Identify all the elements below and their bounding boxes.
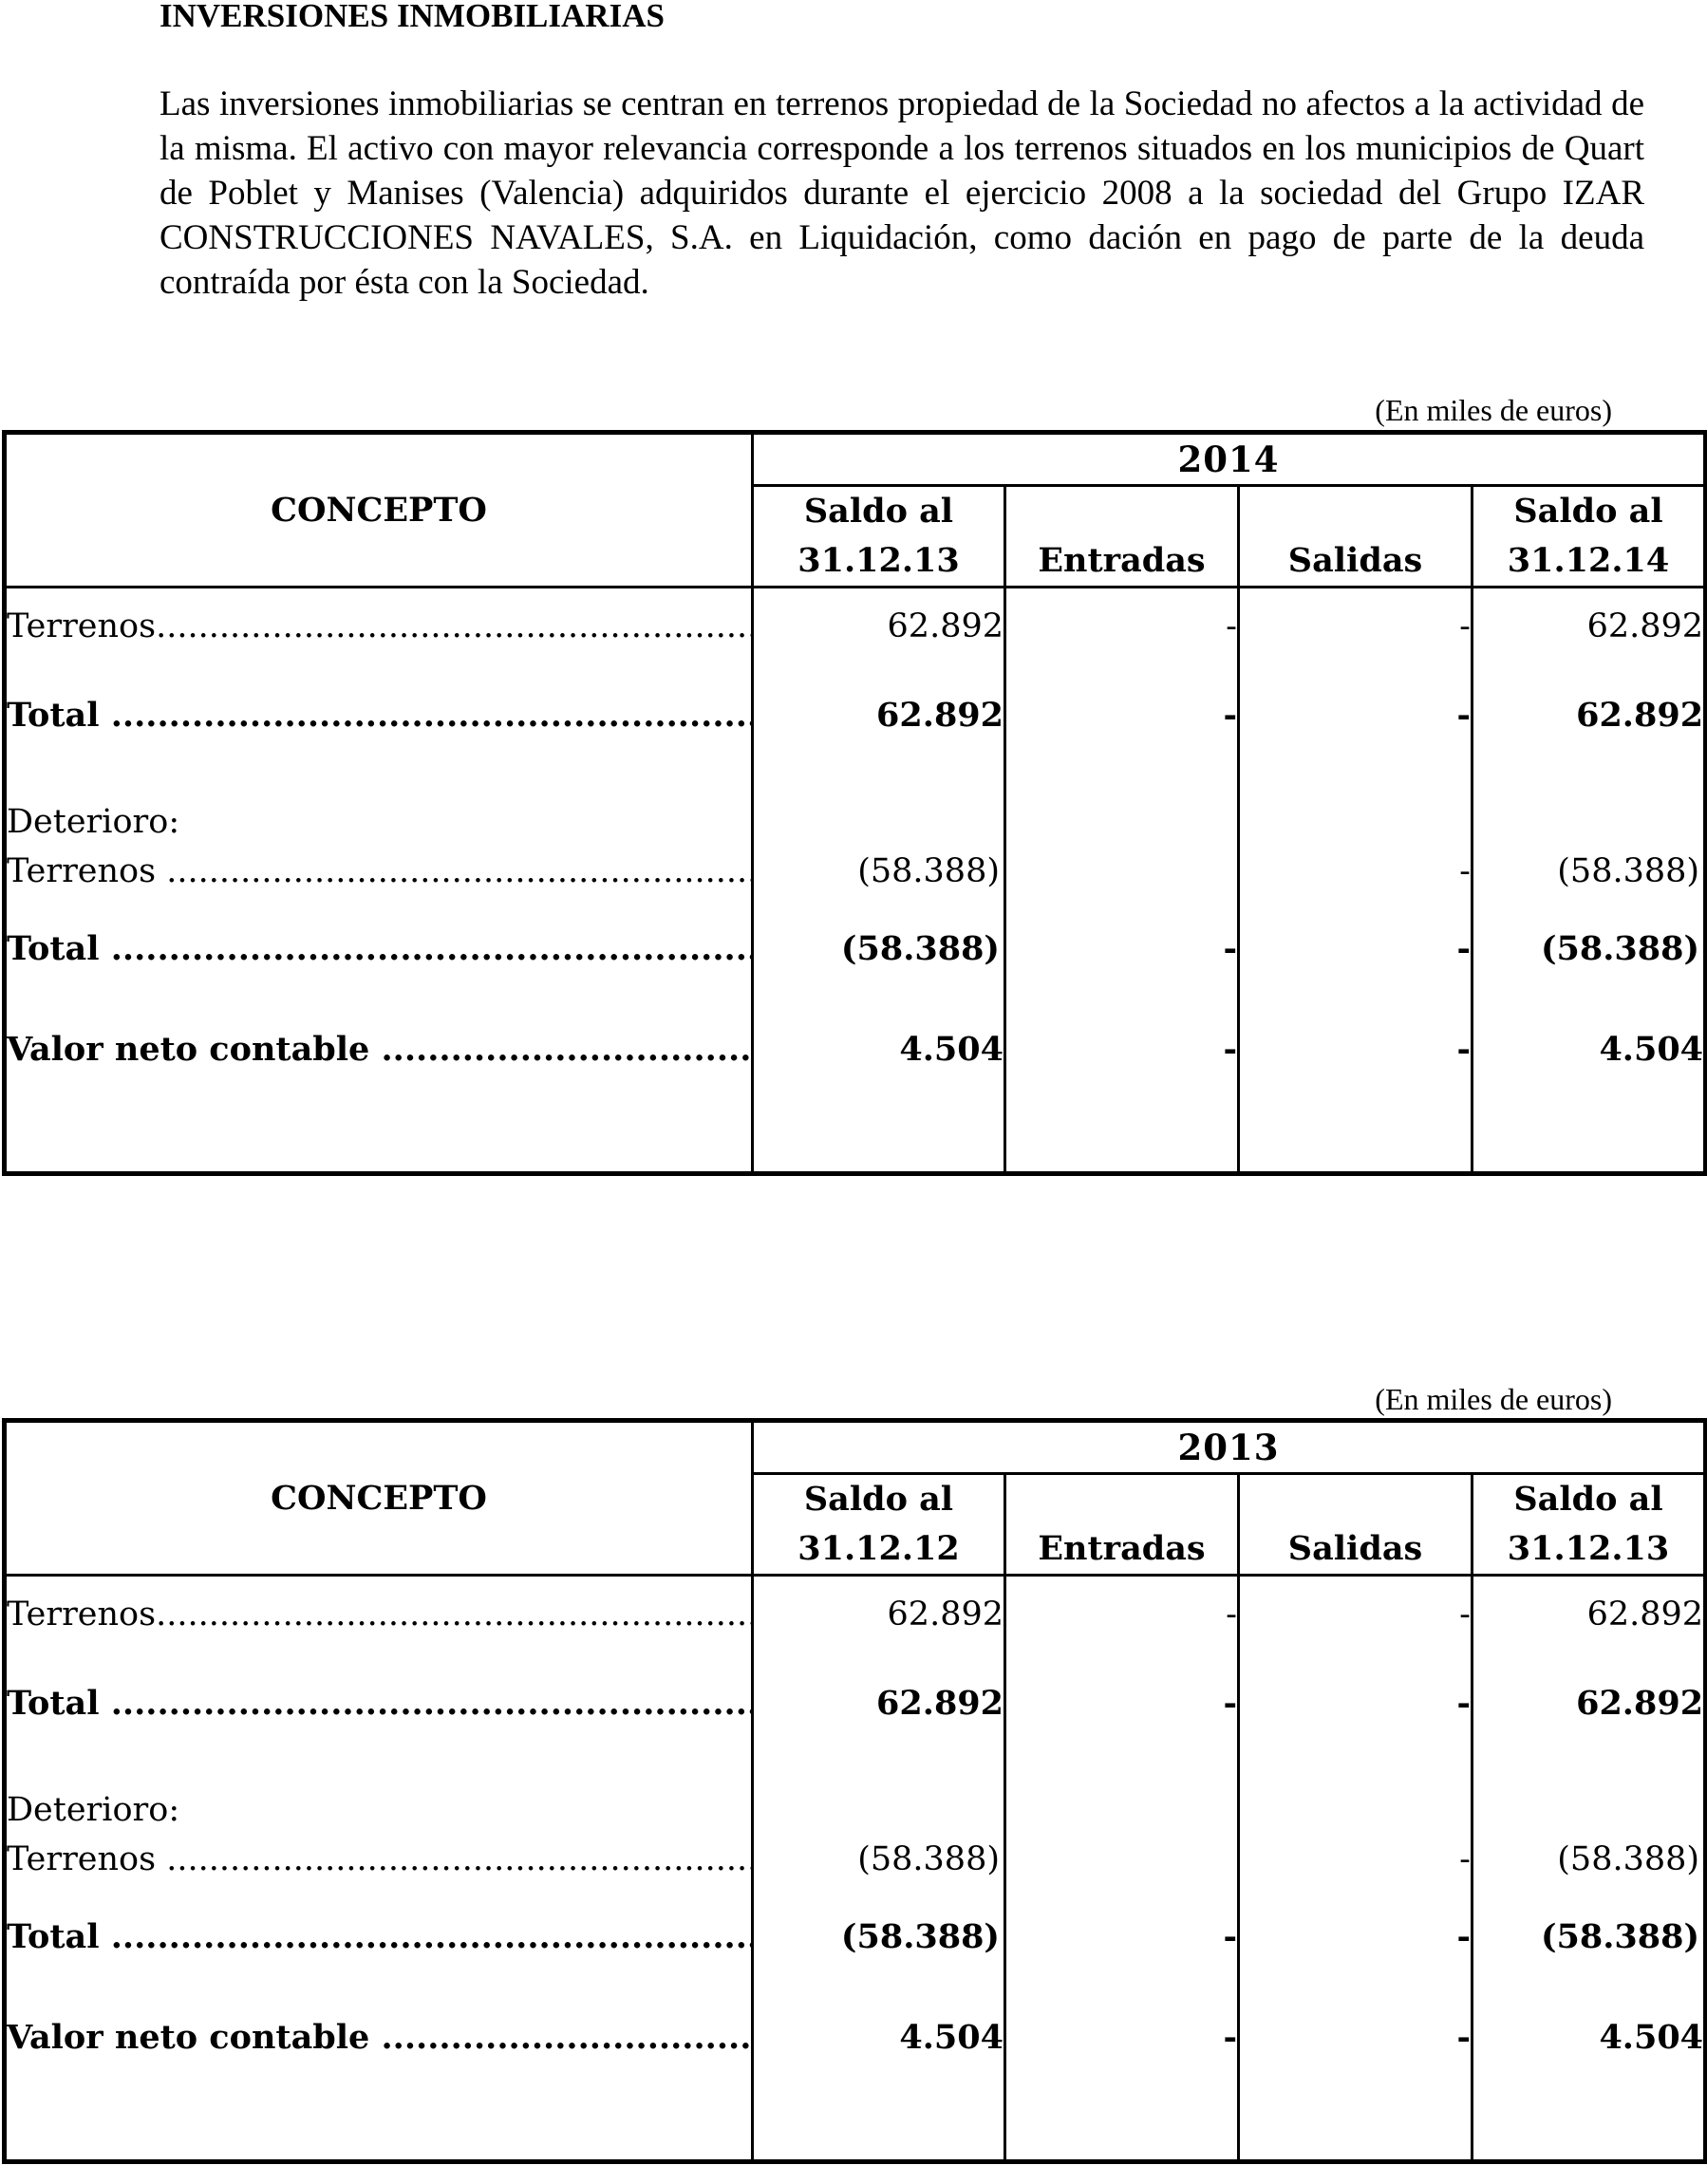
row-label: Terrenos ..... [5, 1576, 753, 1653]
table-row [5, 1987, 1706, 2087]
value-cell [1005, 1833, 1239, 1886]
table-row [5, 1753, 1706, 1833]
value-cell: - [1005, 664, 1239, 765]
value-cell: - [1239, 664, 1473, 765]
table-row [5, 765, 1706, 845]
concept-header: CONCEPTO [5, 1421, 753, 1576]
value-cell: (58.388) [1557, 1840, 1700, 1878]
year-header: 2014 [753, 433, 1706, 486]
additions-header: Entradas [1005, 486, 1239, 588]
value-cell: - [1005, 898, 1239, 999]
year-header: 2013 [753, 1421, 1706, 1474]
disposals-header: Salidas [1239, 486, 1473, 588]
value-cell: (58.388) [1540, 1916, 1700, 1956]
value-cell: (58.388) [753, 1833, 1005, 1886]
table-row [5, 664, 1706, 765]
table-row [5, 845, 1706, 898]
investment-table-2014 [2, 430, 1707, 1176]
value-cell: - [1005, 1987, 1239, 2087]
table-row [5, 999, 1706, 1099]
value-cell: (58.388) [1557, 852, 1700, 890]
table-row [5, 588, 1706, 665]
row-label: Terrenos ..... [5, 588, 753, 665]
table-row [5, 1576, 1706, 1653]
value-cell: (58.388) [753, 898, 1005, 999]
units-note: (En miles de euros) [1375, 1382, 1612, 1416]
value-cell [1005, 845, 1239, 898]
row-label: Total ..... [5, 664, 753, 765]
value-cell: 62.892 [753, 1652, 1005, 1753]
table-row [5, 1833, 1706, 1886]
table-row [5, 1652, 1706, 1753]
table-row [5, 898, 1706, 999]
value-cell: 62.892 [753, 664, 1005, 765]
value-cell: - [1239, 1652, 1473, 1753]
value-cell: 4.504 [753, 1987, 1005, 2087]
value-cell: (58.388) [1540, 928, 1700, 968]
value-cell: (58.388) [753, 1886, 1005, 1987]
value-cell: - [1005, 1886, 1239, 1987]
value-cell: - [1005, 1576, 1239, 1653]
value-cell: - [1239, 1886, 1473, 1987]
concept-header: CONCEPTO [5, 433, 753, 588]
units-note: (En miles de euros) [1375, 393, 1612, 427]
value-cell: 4.504 [753, 999, 1005, 1099]
row-label: Deterioro: [5, 1753, 753, 1833]
value-cell: - [1005, 999, 1239, 1099]
row-label: Terrenos ..... [5, 1833, 753, 1886]
intro-paragraph: Las inversiones inmobiliarias se centran en terrenos propiedad de la Sociedad no afectos a la actividad de la misma. El activo con mayor relevancia corresponde a los terrenos situados en los municipios de Quart de Poblet y Manises (Valencia) adquiridos durante el ejercicio 2008 a la sociedad del Grupo IZAR CONSTRUCCIONES NAVALES, S.A. en Liquidación, como dación en pago de parte de la deuda contraída por ésta con la Sociedad. [159, 84, 1644, 302]
table-row [5, 1886, 1706, 1987]
value-cell: 62.892 [753, 588, 1005, 665]
row-label: Total ..... [5, 1652, 753, 1753]
value-cell: 4.504 [1599, 1029, 1704, 1069]
value-cell: (58.388) [753, 845, 1005, 898]
value-cell: - [1239, 845, 1473, 898]
value-cell: - [1239, 1987, 1473, 2087]
opening-balance-header: Saldo al 31.12.12 [753, 1474, 1005, 1576]
value-cell: - [1239, 1833, 1473, 1886]
row-label: Terrenos ..... [5, 845, 753, 898]
row-label: Deterioro: [5, 765, 753, 845]
section-heading: INVERSIONES INMOBILIARIAS [159, 0, 665, 34]
value-cell: - [1239, 588, 1473, 665]
value-cell: - [1005, 1652, 1239, 1753]
disposals-header: Salidas [1239, 1474, 1473, 1576]
value-cell: - [1239, 1576, 1473, 1653]
value-cell: 4.504 [1599, 2017, 1704, 2057]
value-cell: 62.892 [1576, 1683, 1704, 1723]
value-cell: - [1005, 588, 1239, 665]
value-cell: - [1239, 898, 1473, 999]
opening-balance-header: Saldo al 31.12.13 [753, 486, 1005, 588]
value-cell: 62.892 [1586, 607, 1704, 645]
value-cell: - [1239, 999, 1473, 1099]
additions-header: Entradas [1005, 1474, 1239, 1576]
value-cell: 62.892 [1586, 1596, 1704, 1633]
value-cell: 62.892 [1576, 695, 1704, 735]
closing-balance-header: Saldo al 31.12.14 [1473, 486, 1706, 588]
row-label: Total ..... [5, 1886, 753, 1987]
row-label: Valor neto contable ..... [5, 999, 753, 1099]
row-label: Valor neto contable ..... [5, 1987, 753, 2087]
row-label: Total ..... [5, 898, 753, 999]
value-cell: 62.892 [753, 1576, 1005, 1653]
investment-table-2013 [2, 1418, 1707, 2164]
closing-balance-header: Saldo al 31.12.13 [1473, 1474, 1706, 1576]
